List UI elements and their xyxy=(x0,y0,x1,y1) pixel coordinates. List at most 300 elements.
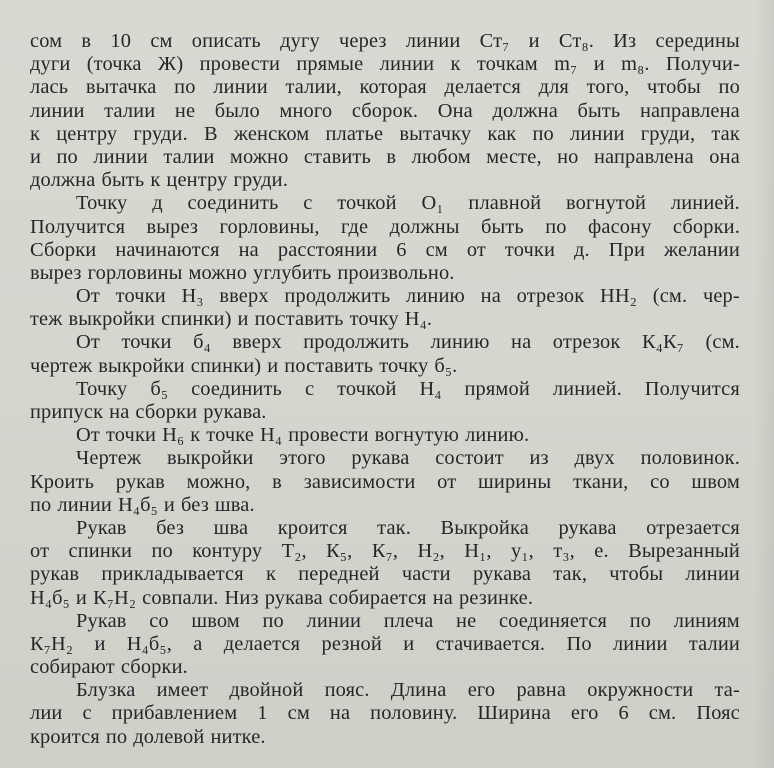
word: вверх xyxy=(232,331,282,354)
text-line xyxy=(30,169,740,192)
word: по xyxy=(174,76,196,99)
word: соединяется xyxy=(498,609,608,632)
word: по xyxy=(262,609,284,632)
word: долевой xyxy=(133,725,205,748)
word: не xyxy=(174,99,196,122)
word: можно, xyxy=(186,470,251,493)
word: O₁ xyxy=(421,192,444,215)
word: соединить xyxy=(187,192,279,215)
word: линией. xyxy=(552,377,622,400)
word: рукава xyxy=(558,516,617,539)
text-line xyxy=(30,76,740,99)
word: Получится xyxy=(30,215,126,238)
word: спинки xyxy=(68,540,133,563)
word: к xyxy=(450,53,461,76)
word: по xyxy=(105,725,128,748)
text-line xyxy=(30,447,740,470)
word: Н₄б₅ xyxy=(30,586,70,609)
word: которая xyxy=(359,76,427,99)
word: линию. xyxy=(465,424,530,447)
word: продолжить xyxy=(303,331,410,354)
word: 6 xyxy=(396,238,407,261)
word: и xyxy=(593,53,605,76)
word: совпали. xyxy=(142,586,219,609)
word: Т₂, xyxy=(281,540,307,563)
paragraph-1 xyxy=(30,30,740,192)
word: от xyxy=(466,238,486,261)
word: от xyxy=(437,470,457,493)
paragraph-9 xyxy=(30,610,740,680)
word: точки xyxy=(504,238,556,261)
word: Получится xyxy=(644,377,740,400)
word: талии xyxy=(104,99,156,122)
word: из xyxy=(529,447,549,470)
word: плеча xyxy=(383,609,434,632)
word: и xyxy=(163,493,175,516)
word: ставить xyxy=(303,145,371,168)
word: его xyxy=(570,702,599,725)
word: и xyxy=(94,632,106,655)
word: двойной xyxy=(229,679,304,702)
word: Н₄ xyxy=(260,424,283,447)
word: вытачку xyxy=(399,122,472,145)
word: линии xyxy=(306,609,362,632)
word: окружности xyxy=(587,679,694,702)
word: должна xyxy=(492,99,558,122)
text-line xyxy=(30,100,740,123)
word: на xyxy=(238,238,259,261)
word: соединить xyxy=(191,377,283,400)
word: нитке. xyxy=(210,725,266,748)
word: Н₁, xyxy=(464,540,492,563)
word: вогнутой xyxy=(566,192,647,215)
word: так xyxy=(711,122,740,145)
word: и xyxy=(237,308,249,331)
word: рукава. xyxy=(203,401,267,423)
word: должна xyxy=(30,169,96,192)
word: быть xyxy=(101,169,145,192)
word: Вырезанный xyxy=(628,540,740,563)
word: с xyxy=(304,377,315,400)
word: От xyxy=(76,285,100,308)
word: отрезок xyxy=(552,331,621,354)
word: быть xyxy=(481,215,524,238)
word: по xyxy=(532,122,554,145)
word: равна xyxy=(516,679,567,702)
paragraph-4 xyxy=(30,331,740,377)
word: К₇, xyxy=(371,540,399,563)
word: точку xyxy=(349,308,399,331)
word: Длина xyxy=(390,679,447,702)
text-line xyxy=(30,53,740,76)
word: рукава xyxy=(351,447,410,470)
text-line xyxy=(30,610,740,633)
word: швом xyxy=(691,470,740,493)
word: Сборки xyxy=(30,238,97,261)
word: собирают xyxy=(30,656,115,679)
word: При xyxy=(608,238,646,261)
word: линии xyxy=(405,30,461,52)
word: платье xyxy=(325,122,384,145)
word: выкройки xyxy=(68,308,156,331)
word: припуск xyxy=(30,401,104,423)
word: д. xyxy=(574,238,590,261)
word: точки xyxy=(115,285,166,308)
word: б₅ xyxy=(150,377,169,400)
word: состоит xyxy=(435,447,504,470)
word: желании xyxy=(664,238,740,261)
word: описать xyxy=(191,30,261,52)
word: к xyxy=(150,169,161,192)
word: любом xyxy=(411,145,471,168)
word: В xyxy=(203,122,218,145)
word: линию xyxy=(430,331,490,354)
word: Блузка xyxy=(76,679,136,702)
word: точке xyxy=(206,424,255,447)
word: со xyxy=(650,470,670,493)
word: не xyxy=(456,609,477,632)
word: к xyxy=(190,424,201,447)
word: К₇Н₂ xyxy=(92,586,137,609)
word: провести xyxy=(199,53,281,76)
text-line xyxy=(30,656,740,679)
paragraph-3 xyxy=(30,285,740,331)
word: Н₂, xyxy=(417,540,445,563)
word: чтобы xyxy=(646,76,701,99)
word: Точку xyxy=(76,377,128,400)
word: рукава xyxy=(472,563,532,586)
word: вогнутую xyxy=(374,424,460,447)
word: точкой xyxy=(337,377,397,400)
word: вытачка xyxy=(85,76,157,99)
word: (см. xyxy=(705,331,740,354)
word: m₇ xyxy=(554,53,578,76)
word: можно xyxy=(188,261,248,284)
word: поставить xyxy=(284,354,374,377)
word: пояс. xyxy=(324,679,370,702)
word: горловины, xyxy=(219,215,320,238)
word: как xyxy=(487,122,517,145)
word: выкройки xyxy=(98,354,185,377)
word: вверх xyxy=(219,285,269,308)
word: см xyxy=(425,238,448,261)
text-line xyxy=(30,216,740,239)
word: на xyxy=(511,331,532,354)
word: линиям xyxy=(673,609,740,632)
word: линию xyxy=(406,285,465,308)
word: с xyxy=(82,702,92,725)
word: много xyxy=(279,99,333,122)
word: должны xyxy=(389,215,460,238)
word: произвольно. xyxy=(337,261,455,284)
word: середины xyxy=(655,30,740,52)
word: стачивается. xyxy=(435,632,546,655)
word: прямой xyxy=(464,377,530,400)
word: и xyxy=(30,145,42,168)
word: дуги xyxy=(30,53,71,76)
word: по xyxy=(629,609,652,632)
word: прибавлением xyxy=(111,702,238,725)
word: контуру xyxy=(192,540,263,563)
word: К₄К₇ xyxy=(641,331,684,354)
word: по xyxy=(545,215,567,238)
word: сборки. xyxy=(672,215,740,238)
word: и xyxy=(528,30,540,52)
word: НН₂ xyxy=(600,285,638,308)
word: отрезается xyxy=(646,516,740,539)
word: см. xyxy=(648,702,677,725)
word: поставить xyxy=(254,308,344,331)
text-line xyxy=(30,192,740,215)
word: точки xyxy=(121,331,172,354)
word: продолжить xyxy=(284,285,391,308)
word: с xyxy=(303,192,313,215)
word: лии xyxy=(30,702,63,725)
word: Рукав xyxy=(76,516,127,539)
word: По xyxy=(566,632,592,655)
text-line xyxy=(30,424,740,447)
word: (точка xyxy=(86,53,142,76)
word: женском xyxy=(233,122,310,145)
word: по xyxy=(30,493,52,516)
word: имеет xyxy=(156,679,209,702)
word: рукав xyxy=(30,563,80,586)
word: прикладывается xyxy=(101,563,244,586)
word: сборки xyxy=(135,401,198,423)
word: Рукав xyxy=(76,609,127,632)
text-line xyxy=(30,401,740,424)
word: Н₃ xyxy=(181,285,204,308)
word: б₄ xyxy=(193,331,211,354)
word: К₅, xyxy=(326,540,353,563)
paragraph-10 xyxy=(30,679,740,749)
word: Низ xyxy=(224,586,259,609)
paragraph-5 xyxy=(30,378,740,424)
word: Ст₇ xyxy=(479,30,510,52)
word: Н₄. xyxy=(404,308,433,331)
word: резинке. xyxy=(458,586,534,609)
word: линии xyxy=(570,122,625,145)
word: рукав xyxy=(115,470,165,493)
word: быть xyxy=(577,99,621,122)
word: точкам xyxy=(476,53,538,76)
word: углубить xyxy=(253,261,332,284)
word: чер- xyxy=(702,285,740,308)
word: чертеж xyxy=(30,354,93,377)
word: Н₄ xyxy=(419,377,442,400)
word: линии xyxy=(57,493,112,516)
word: швом xyxy=(191,609,240,632)
word: m₈. xyxy=(621,53,650,76)
text-line xyxy=(30,587,740,610)
word: линии xyxy=(213,76,268,99)
word: талии xyxy=(688,632,740,655)
word: расстоянии xyxy=(277,238,378,261)
word: ткани, xyxy=(573,470,629,493)
word: линии xyxy=(30,99,85,122)
word: горловины xyxy=(87,261,183,284)
word: чтобы xyxy=(609,563,664,586)
word: со xyxy=(149,609,169,632)
word: шва xyxy=(213,516,249,539)
text-line xyxy=(30,146,740,169)
text-line xyxy=(30,563,740,586)
word: см xyxy=(287,702,310,725)
paragraph-8 xyxy=(30,517,740,610)
word: отрезок xyxy=(516,285,585,308)
word: Кроить xyxy=(30,470,95,493)
text-line xyxy=(30,471,740,494)
word: точки xyxy=(105,424,157,447)
word: его xyxy=(467,679,496,702)
text-line xyxy=(30,378,740,401)
word: она xyxy=(709,145,740,168)
word: линии xyxy=(379,53,435,76)
word: вырез xyxy=(30,261,82,284)
word: двух xyxy=(574,447,615,470)
word: к xyxy=(265,563,277,586)
word: провести xyxy=(288,424,369,447)
word: и xyxy=(75,586,87,609)
word: части xyxy=(401,563,451,586)
text-line xyxy=(30,30,740,53)
word: линией. xyxy=(670,192,740,215)
word: этого xyxy=(279,447,326,470)
word: 10 xyxy=(110,30,132,52)
word: по xyxy=(718,76,740,99)
word: От xyxy=(76,331,100,354)
word: Ширина xyxy=(477,702,551,725)
word: 6 xyxy=(618,702,629,725)
word: без xyxy=(156,516,185,539)
word: половинок. xyxy=(640,447,740,470)
text-line xyxy=(30,262,740,285)
word: д xyxy=(152,192,163,215)
word: Пояс xyxy=(696,702,740,725)
word: вырез xyxy=(146,215,199,238)
word: Она xyxy=(437,99,473,122)
word: передней xyxy=(298,563,380,586)
word: плавной xyxy=(468,192,542,215)
word: по xyxy=(151,540,173,563)
word: но xyxy=(557,145,579,168)
word: кроится xyxy=(30,725,100,748)
word: по xyxy=(56,145,78,168)
word: делается xyxy=(444,76,521,99)
word: на xyxy=(109,401,130,423)
word: дугу xyxy=(280,30,320,52)
text-line xyxy=(30,123,740,146)
word: от xyxy=(30,540,50,563)
word: можно xyxy=(229,145,289,168)
word: без xyxy=(180,493,209,516)
word: прямые xyxy=(296,53,364,76)
word: ширины xyxy=(478,470,552,493)
text-line xyxy=(30,702,740,725)
word: линии xyxy=(93,145,148,168)
word: Ст₈. xyxy=(558,30,594,52)
text-line xyxy=(30,633,740,656)
word: делается xyxy=(223,632,301,655)
text-line xyxy=(30,355,740,378)
word: талии, xyxy=(285,76,342,99)
word: точкой xyxy=(337,192,397,215)
word: лась xyxy=(30,76,69,99)
word: груди. xyxy=(233,169,288,192)
text-line xyxy=(30,285,740,308)
word: К₇Н₂ xyxy=(30,632,74,655)
word: 1 xyxy=(257,702,268,725)
word: б₅. xyxy=(434,354,458,377)
word: у₁, xyxy=(511,540,534,563)
text-line xyxy=(30,726,740,749)
word: для xyxy=(538,76,569,99)
word: Н₆ xyxy=(162,424,185,447)
paragraph-6 xyxy=(30,424,740,447)
word: в xyxy=(272,470,282,493)
word: половину. xyxy=(370,702,458,725)
word: центру xyxy=(166,169,228,192)
word: к xyxy=(30,122,41,145)
word: От xyxy=(76,424,100,447)
word: направлена xyxy=(639,99,740,122)
word: талии xyxy=(163,145,215,168)
word: рукава xyxy=(264,586,323,609)
text-line xyxy=(30,331,740,354)
word: а xyxy=(193,632,203,655)
text-line xyxy=(30,517,740,540)
text-line xyxy=(30,679,740,702)
word: фасону xyxy=(588,215,652,238)
word: сборок. xyxy=(351,99,419,122)
word: где xyxy=(340,215,369,238)
page-edge-shadow xyxy=(754,0,774,768)
word: выкройки xyxy=(166,447,254,470)
word: собирается xyxy=(328,586,427,609)
word: груди. xyxy=(133,122,188,145)
text-line xyxy=(30,239,740,262)
word: в xyxy=(81,30,92,52)
word: (см. xyxy=(652,285,688,308)
word: спинки) xyxy=(190,354,262,377)
word: на xyxy=(432,586,453,609)
word: было xyxy=(214,99,260,122)
paragraph-2 xyxy=(30,192,740,285)
word: начинаются xyxy=(115,238,220,261)
word: центру xyxy=(56,122,118,145)
word: того, xyxy=(586,76,630,99)
word: Выкройка xyxy=(440,516,529,539)
word: Ж) xyxy=(157,53,184,76)
word: линии xyxy=(685,563,740,586)
page-text-column xyxy=(30,30,740,749)
word: на xyxy=(480,285,501,308)
word: Чертеж xyxy=(76,447,142,470)
word: т₃, xyxy=(553,540,575,563)
text-line xyxy=(30,308,740,331)
word: и xyxy=(267,354,279,377)
word: е. xyxy=(594,540,609,563)
word: Н₄б₅, xyxy=(126,632,172,655)
word: шва. xyxy=(214,493,255,516)
word: спинки) xyxy=(161,308,232,331)
word: резной xyxy=(321,632,382,655)
word: так, xyxy=(553,563,588,586)
word: точку xyxy=(379,354,429,377)
text-line xyxy=(30,540,740,563)
word: кроится xyxy=(277,516,348,539)
paragraph-7 xyxy=(30,447,740,517)
